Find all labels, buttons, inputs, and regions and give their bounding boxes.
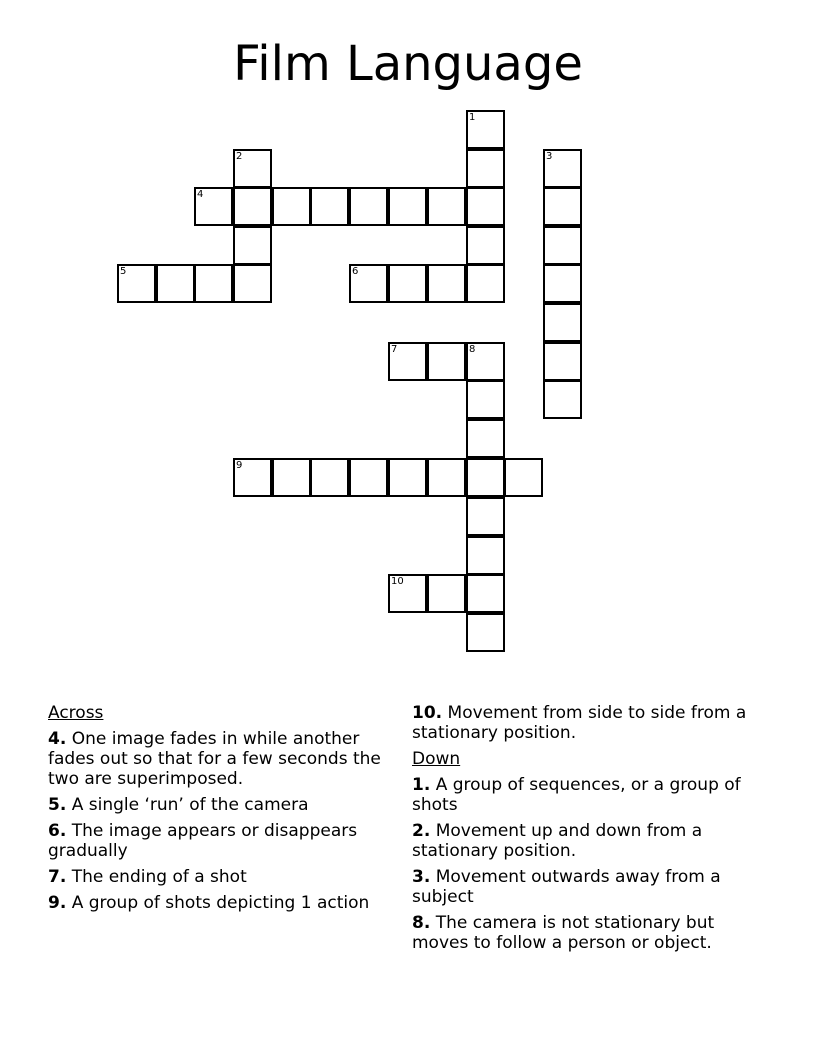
grid-cell[interactable]: [388, 187, 427, 226]
grid-cell[interactable]: [466, 342, 505, 381]
grid-cell[interactable]: [466, 187, 505, 226]
clue-text: A group of shots depicting 1 action: [71, 893, 370, 913]
clue-number: 5: [120, 266, 127, 277]
clues-right-column: [412, 703, 772, 959]
clue-number: 2: [236, 151, 243, 162]
grid-cell[interactable]: [233, 187, 272, 226]
across-clue-10: [412, 703, 772, 743]
clue-number: 8: [469, 344, 476, 355]
clue-text: Movement from side to side from a stationary position.: [412, 703, 747, 743]
grid-cell[interactable]: [427, 187, 466, 226]
grid-cell[interactable]: [543, 226, 582, 265]
puzzle-title: Film Language: [233, 36, 583, 92]
across-clue-9: [48, 893, 388, 913]
grid-cell[interactable]: [543, 187, 582, 226]
grid-cell[interactable]: [543, 380, 582, 419]
grid-cell[interactable]: [233, 458, 272, 497]
grid-cell[interactable]: [466, 574, 505, 613]
grid-cell[interactable]: [466, 497, 505, 536]
grid-cell[interactable]: [388, 574, 427, 613]
grid-cell[interactable]: [466, 458, 505, 497]
down-clue-2: [412, 821, 772, 861]
clue-text: The ending of a shot: [71, 867, 247, 887]
across-clue-5: [48, 795, 388, 815]
clue-number-label: 1.: [412, 775, 431, 795]
grid-cell[interactable]: [543, 303, 582, 342]
grid-cell[interactable]: [543, 264, 582, 303]
grid-cell[interactable]: [466, 110, 505, 149]
down-clue-1: [412, 775, 772, 815]
grid-cell[interactable]: [233, 149, 272, 188]
grid-cell[interactable]: [156, 264, 195, 303]
across-clue-4: [48, 729, 388, 789]
grid-cell[interactable]: [466, 264, 505, 303]
grid-cell[interactable]: [466, 380, 505, 419]
clue-text: Movement up and down from a stationary position.: [412, 821, 703, 861]
grid-cell[interactable]: [466, 149, 505, 188]
grid-cell[interactable]: [504, 458, 543, 497]
grid-cell[interactable]: [233, 226, 272, 265]
clue-text: A group of sequences, or a group of shots: [412, 775, 741, 815]
grid-cell[interactable]: [466, 226, 505, 265]
clue-text: Movement outwards away from a subject: [412, 867, 721, 907]
clue-number: 9: [236, 460, 243, 471]
across-heading: Across: [48, 703, 104, 723]
grid-cell[interactable]: [117, 264, 156, 303]
clue-number-label: 5.: [48, 795, 67, 815]
grid-cell[interactable]: [427, 574, 466, 613]
across-clue-7: [48, 867, 388, 887]
down-clue-3: [412, 867, 772, 907]
grid-cell[interactable]: [194, 187, 233, 226]
clue-number: 3: [546, 151, 553, 162]
grid-cell[interactable]: [427, 264, 466, 303]
clue-number-label: 3.: [412, 867, 431, 887]
clue-text: One image fades in while another fades out so that for a few seconds the two are superimposed.: [48, 729, 381, 789]
grid-cell[interactable]: [349, 264, 388, 303]
grid-cell[interactable]: [233, 264, 272, 303]
clue-number: 7: [391, 344, 398, 355]
clue-number-label: 8.: [412, 913, 431, 933]
clue-text: A single ‘run’ of the camera: [71, 795, 309, 815]
clue-number: 1: [469, 112, 476, 123]
grid-cell[interactable]: [466, 536, 505, 575]
grid-cell[interactable]: [388, 458, 427, 497]
clue-number-label: 7.: [48, 867, 67, 887]
clue-number: 6: [352, 266, 359, 277]
grid-cell[interactable]: [349, 187, 388, 226]
clue-number-label: 2.: [412, 821, 431, 841]
down-clue-8: [412, 913, 772, 953]
down-heading: Down: [412, 749, 461, 769]
clue-number: 10: [391, 576, 404, 587]
clue-number-label: 9.: [48, 893, 67, 913]
grid-cell[interactable]: [310, 458, 349, 497]
grid-cell[interactable]: [194, 264, 233, 303]
clue-number: 4: [197, 189, 204, 200]
grid-cell[interactable]: [272, 187, 311, 226]
clue-number-label: 4.: [48, 729, 67, 749]
clue-text: The image appears or disappears gradually: [48, 821, 358, 861]
grid-cell[interactable]: [543, 149, 582, 188]
grid-cell[interactable]: [427, 342, 466, 381]
clue-text: The camera is not stationary but moves to follow a person or object.: [412, 913, 715, 953]
clue-number-label: 10.: [412, 703, 443, 723]
clues-left-column: [48, 703, 388, 919]
clue-number-label: 6.: [48, 821, 67, 841]
grid-cell[interactable]: [388, 264, 427, 303]
grid-cell[interactable]: [388, 342, 427, 381]
grid-cell[interactable]: [543, 342, 582, 381]
grid-cell[interactable]: [427, 458, 466, 497]
grid-cell[interactable]: [466, 613, 505, 652]
grid-cell[interactable]: [349, 458, 388, 497]
grid-cell[interactable]: [466, 419, 505, 458]
grid-cell[interactable]: [272, 458, 311, 497]
across-clue-6: [48, 821, 388, 861]
grid-cell[interactable]: [310, 187, 349, 226]
